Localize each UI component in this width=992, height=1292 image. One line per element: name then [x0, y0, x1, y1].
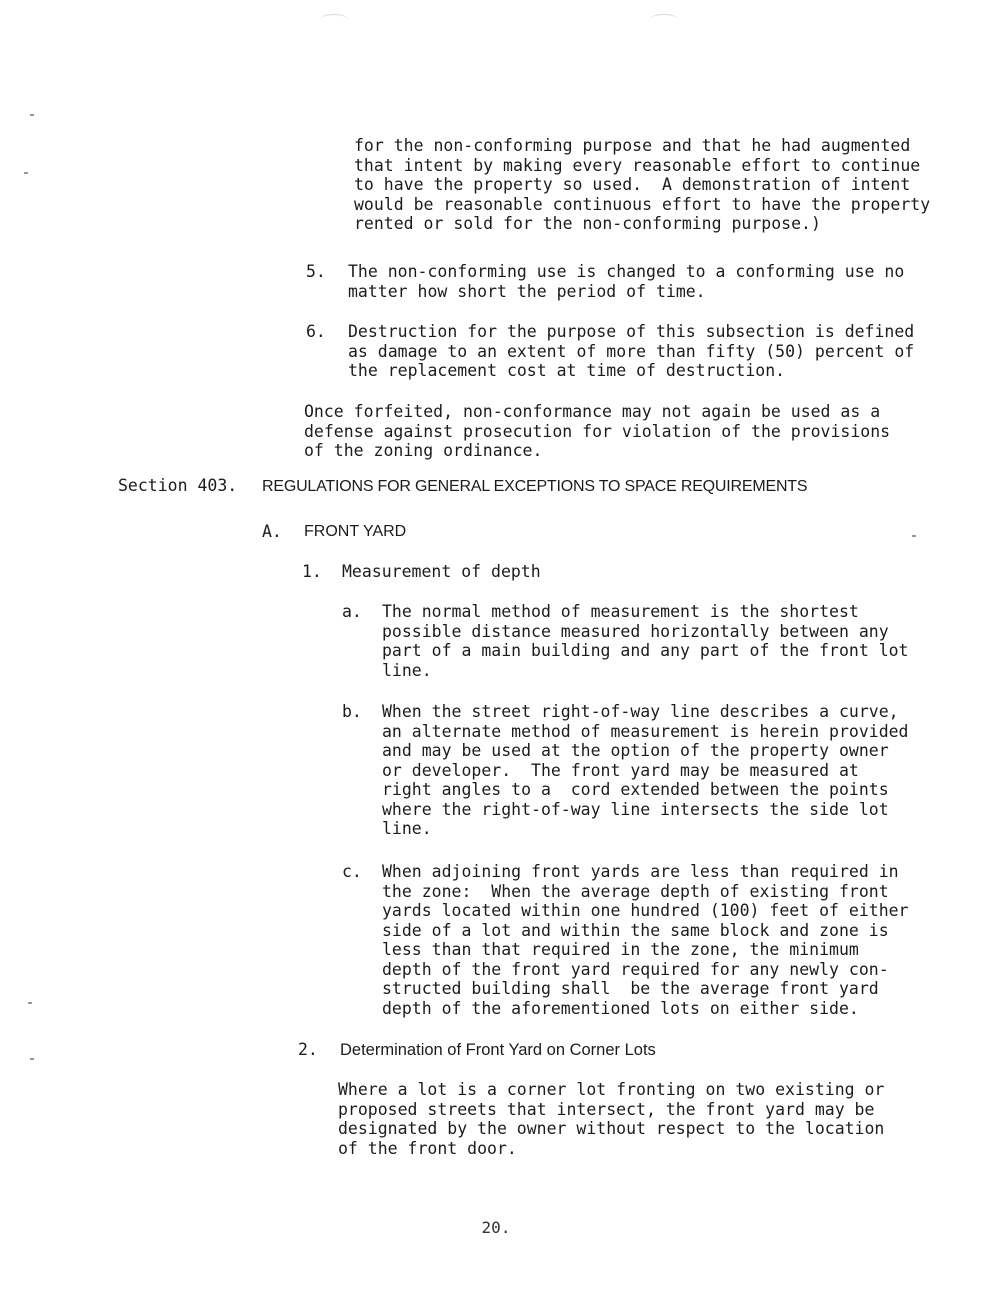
text-line: right angles to a cord extended between the points	[382, 780, 889, 799]
text-line: of the front door.	[338, 1138, 517, 1158]
text-line: line.	[382, 660, 432, 680]
margin-mark	[24, 172, 28, 174]
sub-item-letter: b.	[342, 702, 362, 721]
text-line: an alternate method of measurement is herein provided	[382, 721, 909, 741]
corner-lot-paragraph	[338, 1080, 884, 1158]
text-line: depth of the aforementioned lots on either side.	[382, 998, 859, 1018]
text-line: structed building shall be the average front yard	[382, 979, 879, 998]
margin-mark	[28, 1002, 32, 1004]
text-line: the replacement cost at time of destruction.	[348, 361, 786, 380]
text-line: defense against prosecution for violation of the provisions	[304, 421, 891, 441]
text-line: and may be used at the option of the property owner	[382, 741, 889, 760]
text-line: rented or sold for the non-conforming purpose.)	[354, 214, 821, 233]
section-title: REGULATIONS FOR GENERAL EXCEPTIONS TO SPACE REQUIREMENTS	[262, 478, 808, 495]
forfeit-paragraph	[304, 402, 890, 461]
margin-mark	[30, 1058, 34, 1060]
text-line: depth of the front yard required for any newly con-	[382, 959, 889, 979]
punch-hole-mark-right	[650, 14, 678, 25]
text-line: side of a lot and within the same block and zone is	[382, 920, 889, 940]
text-line: or developer. The front yard may be measured at	[382, 760, 859, 780]
continuation-paragraph	[354, 136, 930, 234]
section-number: Section 403.	[118, 476, 238, 495]
item-title: Determination of Front Yard on Corner Lots	[340, 1041, 656, 1059]
text-line: Once forfeited, non-conformance may not again be used as a	[304, 402, 881, 421]
text-line: line.	[382, 819, 432, 838]
subsection-label: A.	[262, 522, 282, 541]
margin-mark	[30, 114, 34, 116]
text-line: to have the property so used. A demonstration of intent	[354, 175, 911, 194]
sub-item-letter: a.	[342, 602, 362, 621]
text-line: where the right-of-way line intersects the side lot	[382, 799, 889, 819]
text-line: that intent by making every reasonable effort to continue	[354, 155, 921, 175]
text-line: less than that required in the zone, the minimum	[382, 940, 859, 959]
text-line: of the zoning ordinance.	[304, 441, 543, 460]
text-line: possible distance measured horizontally between any	[382, 621, 889, 641]
item-number: 2.	[298, 1040, 318, 1059]
text-line: for the non-conforming purpose and that he had augmented	[354, 136, 911, 155]
item-number: 1.	[302, 562, 322, 581]
text-line: designated by the owner without respect to the location	[338, 1119, 885, 1138]
text-line: The non-conforming use is changed to a conforming use no	[348, 262, 905, 281]
text-line: Where a lot is a corner lot fronting on two existing or	[338, 1080, 885, 1099]
text-line: matter how short the period of time.	[348, 281, 706, 301]
text-line: would be reasonable continuous effort to have the property	[354, 194, 931, 214]
subsection-title: FRONT YARD	[304, 523, 407, 540]
text-line: as damage to an extent of more than fifty (50) percent of	[348, 341, 915, 361]
item-number: 6.	[306, 322, 326, 341]
text-line: Destruction for the purpose of this subsection is defined	[348, 322, 915, 341]
punch-hole-mark-left	[320, 14, 348, 25]
text-line: When the street right-of-way line describes a curve,	[382, 702, 899, 721]
text-line: yards located within one hundred (100) feet of either	[382, 901, 909, 920]
item-title: Measurement of depth	[342, 562, 541, 581]
text-line: part of a main building and any part of the front lot	[382, 641, 909, 660]
text-line: the zone: When the average depth of existing front	[382, 881, 889, 901]
page-number: 20.	[481, 1218, 511, 1237]
text-line: The normal method of measurement is the shortest	[382, 602, 859, 621]
sub-item-letter: c.	[342, 862, 362, 881]
text-line: When adjoining front yards are less than required in	[382, 862, 899, 881]
margin-mark	[912, 535, 916, 537]
text-line: proposed streets that intersect, the front yard may be	[338, 1099, 875, 1119]
item-number: 5.	[306, 262, 326, 281]
